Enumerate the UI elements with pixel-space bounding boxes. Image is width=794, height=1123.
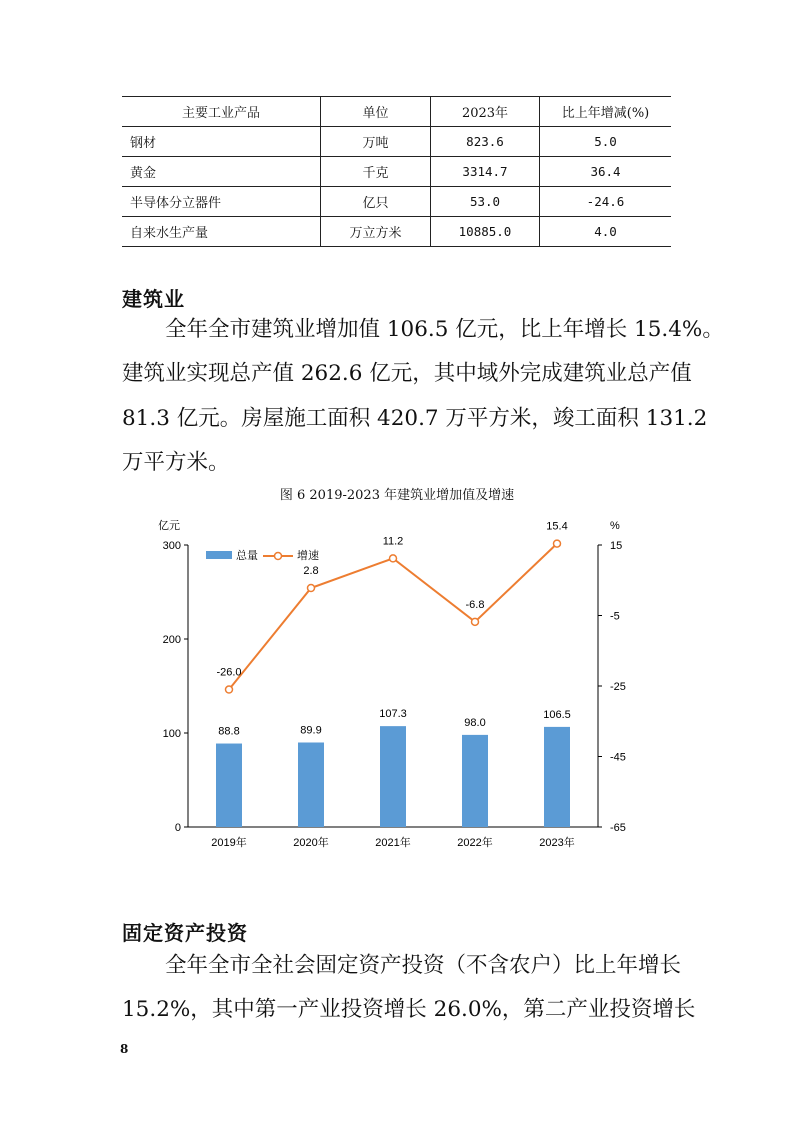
section-heading-construction: 建筑业 [122, 287, 185, 311]
x-tick-label: 2022年 [457, 837, 493, 849]
bar [380, 726, 406, 827]
product-value: 3314.7 [431, 157, 540, 187]
industrial-products-table [122, 96, 671, 247]
right-tick-label: -45 [610, 751, 626, 764]
paragraph-line: 全年全市建筑业增加值 106.5 亿元，比上年增长 15.4%。 [165, 317, 724, 342]
right-tick-label: -5 [610, 610, 620, 623]
product-change: 5.0 [540, 127, 672, 157]
legend-bar-label: 总量 [236, 550, 258, 562]
paragraph-line: 万平方米。 [122, 449, 230, 475]
table-row [122, 217, 671, 247]
growth-point [472, 618, 479, 625]
right-tick-label: -65 [610, 822, 626, 834]
table-row [122, 187, 671, 217]
bar [462, 735, 488, 827]
growth-point [308, 585, 315, 592]
left-tick-label: 100 [162, 728, 181, 740]
growth-data-label: -6.8 [465, 598, 485, 611]
bar [216, 744, 242, 827]
product-change: 36.4 [540, 157, 672, 187]
construction-paragraph [122, 308, 724, 485]
section-heading-investment: 固定资产投资 [122, 921, 248, 945]
paragraph-line: 81.3 亿元。房屋施工面积 420.7 万平方米，竣工面积 131.2 [122, 405, 708, 431]
left-axis-unit: 亿元 [158, 520, 180, 532]
growth-data-label: 11.2 [382, 535, 404, 548]
bar-data-label: 89.9 [300, 724, 322, 737]
product-change: -24.6 [540, 187, 672, 217]
figure-caption: 图 6 2019-2023 年建筑业增加值及增速 [279, 488, 515, 503]
col-header-change: 比上年增减(%) [540, 97, 672, 127]
x-tick-label: 2023年 [539, 837, 575, 849]
x-tick-label: 2020年 [293, 837, 329, 849]
col-header-product: 主要工业产品 [122, 97, 321, 127]
product-name: 自来水生产量 [122, 217, 321, 247]
table-row [122, 157, 671, 187]
left-tick-label: 200 [162, 634, 181, 646]
paragraph-line: 全年全市全社会固定资产投资（不含农户）比上年增长 [165, 953, 682, 978]
x-tick-label: 2021年 [375, 837, 411, 849]
product-unit: 千克 [321, 157, 431, 187]
bar-data-label: 88.8 [218, 725, 240, 738]
paragraph-line: 建筑业实现总产值 262.6 亿元，其中域外完成建筑业总产值 [122, 361, 692, 387]
product-name: 钢材 [122, 127, 321, 157]
growth-point [554, 540, 561, 547]
bar [544, 727, 570, 827]
product-name: 黄金 [122, 157, 321, 187]
x-tick-label: 2019年 [211, 837, 247, 849]
col-header-unit: 单位 [321, 97, 431, 127]
page-number: 8 [120, 1042, 129, 1056]
right-axis-unit: % [610, 520, 620, 532]
bar-data-label: 106.5 [543, 708, 571, 721]
bar [298, 742, 324, 827]
investment-paragraph [122, 944, 696, 1033]
col-header-year: 2023年 [431, 97, 540, 127]
table-header-row [122, 97, 671, 127]
paragraph-line: 15.2%，其中第一产业投资增长 26.0%，第二产业投资增长 [122, 997, 696, 1023]
growth-point [390, 555, 397, 562]
growth-point [226, 686, 233, 693]
right-tick-label: 15 [610, 540, 623, 552]
product-unit: 亿只 [321, 187, 431, 217]
left-tick-label: 300 [162, 540, 181, 552]
bar-data-label: 98.0 [464, 716, 486, 729]
growth-data-label: 15.4 [546, 520, 568, 533]
growth-line [229, 544, 557, 690]
right-tick-label: -25 [610, 681, 626, 693]
product-change: 4.0 [540, 217, 672, 247]
growth-data-label: -26.0 [216, 666, 242, 679]
product-unit: 万吨 [321, 127, 431, 157]
product-value: 10885.0 [431, 217, 540, 247]
construction-chart [140, 515, 640, 855]
product-unit: 万立方米 [321, 217, 431, 247]
product-value: 53.0 [431, 187, 540, 217]
product-name: 半导体分立器件 [122, 187, 321, 217]
legend-line-marker [275, 553, 282, 560]
product-value: 823.6 [431, 127, 540, 157]
legend-bar-swatch [206, 551, 232, 559]
growth-data-label: 2.8 [303, 565, 319, 578]
left-tick-label: 0 [174, 822, 181, 834]
legend-line-label: 增速 [297, 550, 319, 562]
bar-data-label: 107.3 [379, 708, 407, 721]
table-row [122, 127, 671, 157]
